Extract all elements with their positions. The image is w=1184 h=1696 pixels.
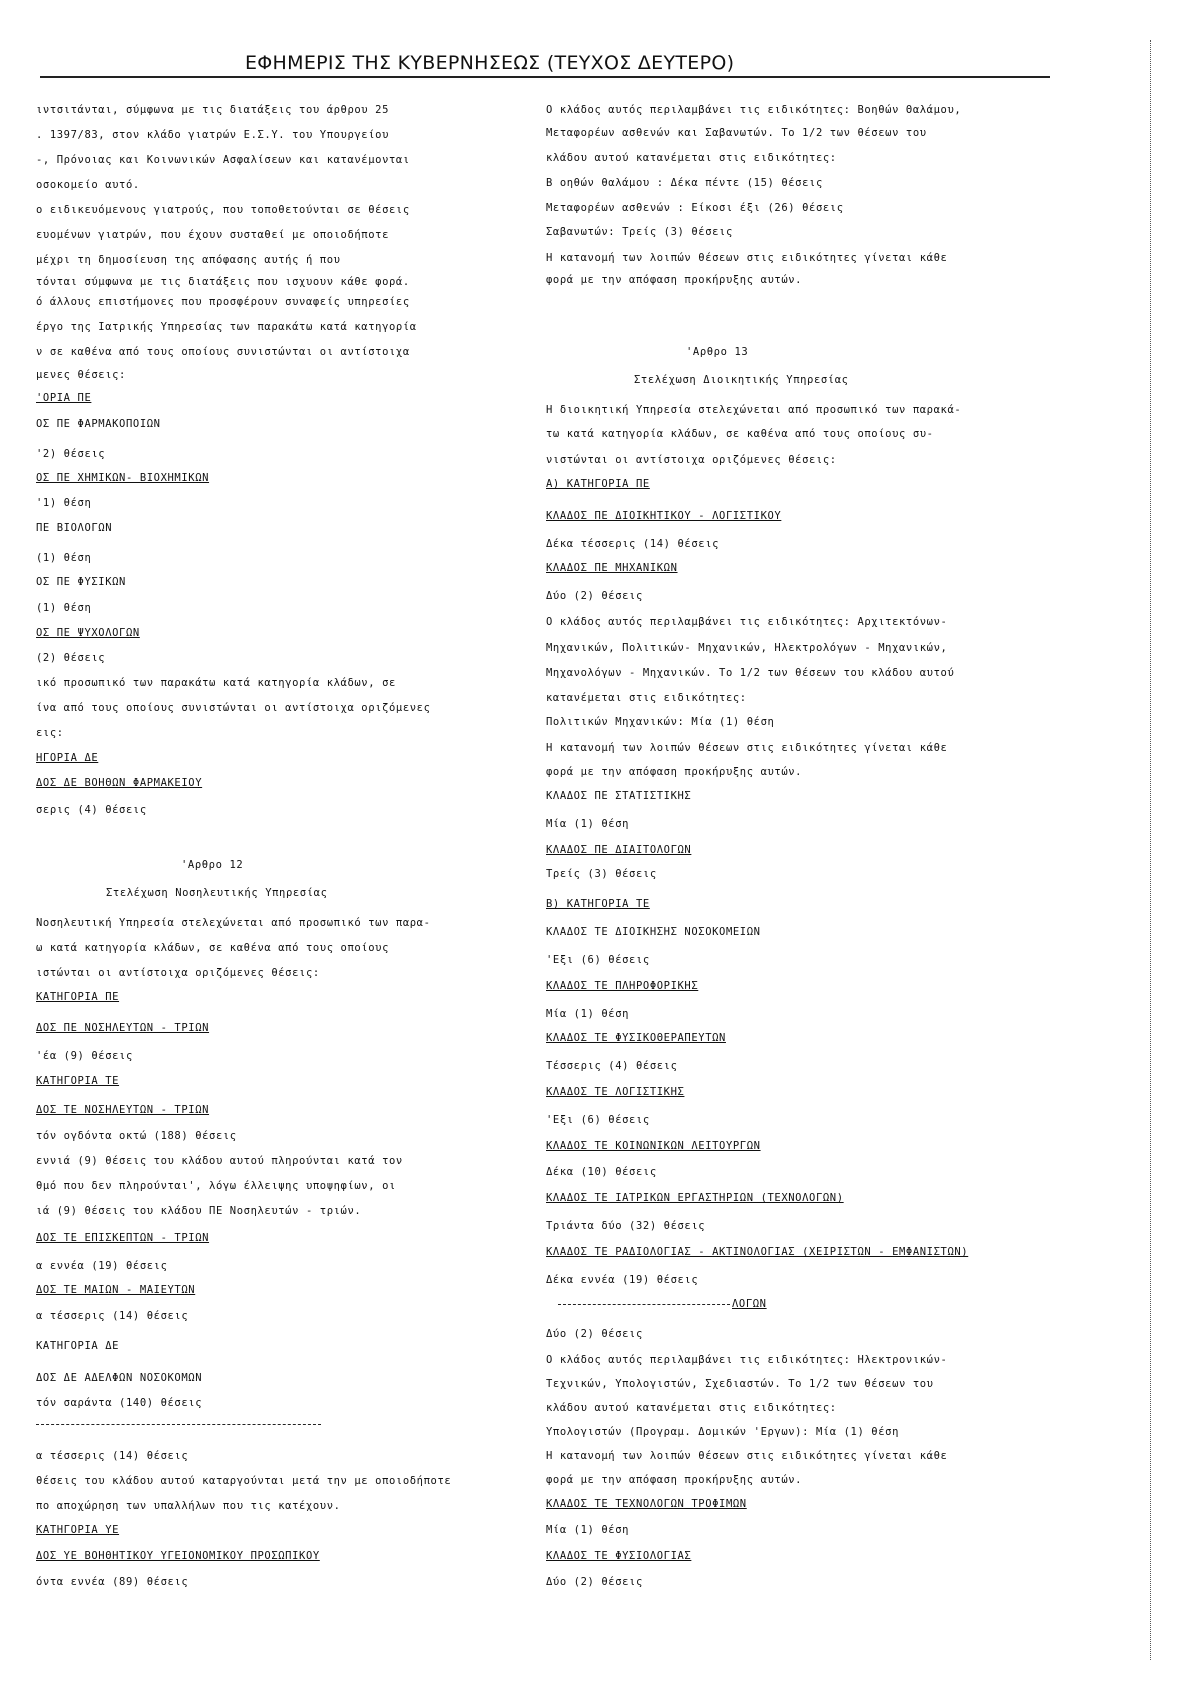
text-line: 'Εξι (6) θέσεις: [546, 954, 650, 966]
text-line: πο αποχώρηση των υπαλλήλων που τις κατέχουν.: [36, 1500, 341, 1512]
text-line: εις:: [36, 727, 64, 739]
text-line: κλάδου αυτού κατανέμεται στις ειδικότητες:: [546, 1402, 837, 1414]
text-line: τόν σαράντα (140) θέσεις: [36, 1397, 203, 1409]
text-line: ιστώνται οι αντίστοιχα οριζόμενες θέσεις:: [36, 967, 320, 979]
article-subheading: Στελέχωση Νοσηλευτικής Υπηρεσίας: [106, 887, 328, 899]
section-heading: ΛΟΓΩΝ: [732, 1298, 767, 1310]
section-heading: ΔΟΣ ΤΕ ΕΠΙΣΚΕΠΤΩΝ - ΤΡΙΩΝ: [36, 1232, 210, 1244]
text-line: κατανέμεται στις ειδικότητες:: [546, 692, 747, 704]
text-line: ΚΑΤΗΓΟΡΙΑ ΔΕ: [36, 1340, 120, 1352]
section-heading: ΗΓΟΡΙΑ ΔΕ: [36, 752, 99, 764]
text-line: Ο κλάδος αυτός περιλαμβάνει τις ειδικότητες: Αρχιτεκτόνων-: [546, 616, 948, 628]
section-heading: ΚΛΑΔΟΣ ΠΕ ΜΗΧΑΝΙΚΩΝ: [546, 562, 678, 574]
text-line: Νοσηλευτική Υπηρεσία στελεχώνεται από προσωπικό των παρα-: [36, 917, 431, 929]
section-heading: ΚΛΑΔΟΣ ΤΕ ΦΥΣΙΟΛΟΓΙΑΣ: [546, 1550, 692, 1562]
text-line: κλάδου αυτού κατανέμεται στις ειδικότητες:: [546, 152, 837, 164]
article-subheading: Στελέχωση Διοικητικής Υπηρεσίας: [634, 374, 849, 386]
text-line: ικό προσωπικό των παρακάτω κατά κατηγορία κλάδων, σε: [36, 677, 396, 689]
text-line: Τεχνικών, Υπολογιστών, Σχεδιαστών. Το 1/2 των θέσεων του: [546, 1378, 934, 1390]
text-line: Μία (1) θέση: [546, 1524, 630, 1536]
text-line: ο ειδικευόμενους γιατρούς, που τοποθετούνται σε θέσεις: [36, 204, 410, 216]
text-line: α τέσσερις (14) θέσεις: [36, 1450, 189, 1462]
text-line: '1) θέση: [36, 497, 92, 509]
section-heading: ΚΛΑΔΟΣ ΠΕ ΣΤΑΤΙΣΤΙΚΗΣ: [546, 790, 692, 802]
text-line: θμό που δεν πληρούνται', λόγω έλλειψης υποψηφίων, οι: [36, 1180, 396, 1192]
page-header: [245, 52, 1045, 74]
section-heading: ΚΛΑΔΟΣ ΤΕ ΤΕΧΝΟΛΟΓΩΝ ΤΡΟΦΙΜΩΝ: [546, 1498, 747, 1510]
text-line: Μεταφορέων ασθενών και Σαβανωτών. Το 1/2 των θέσεων του: [546, 127, 927, 139]
text-line: Μία (1) θέση: [546, 1008, 630, 1020]
section-heading: ΚΛΑΔΟΣ ΤΕ ΛΟΓΙΣΤΙΚΗΣ: [546, 1086, 685, 1098]
section-heading: ΔΟΣ ΤΕ ΜΑΙΩΝ - ΜΑΙΕΥΤΩΝ: [36, 1284, 196, 1296]
text-line: -, Πρόνοιας και Κοινωνικών Ασφαλίσεων και κατανέμονται: [36, 154, 410, 166]
text-line: Η κατανομή των λοιπών θέσεων στις ειδικότητες γίνεται κάθε: [546, 742, 948, 754]
text-line: εννιά (9) θέσεις του κλάδου αυτού πληρούνται κατά τον: [36, 1155, 403, 1167]
text-line: Δέκα (10) θέσεις: [546, 1166, 657, 1178]
section-heading: ΔΟΣ ΥΕ ΒΟΗΘΗΤΙΚΟΥ ΥΓΕΙΟΝΟΜΙΚΟΥ ΠΡΟΣΩΠΙΚΟΥ: [36, 1550, 320, 1562]
text-line: Υπολογιστών (Προγραμ. Δομικών 'Εργων): Μία (1) θέση: [546, 1426, 899, 1438]
section-heading: Β) ΚΑΤΗΓΟΡΙΑ ΤΕ: [546, 898, 650, 910]
text-line: ιντσιτάνται, σύμφωνα με τις διατάξεις του άρθρου 25: [36, 104, 389, 116]
text-line: '2) θέσεις: [36, 448, 106, 460]
text-line: . 1397/83, στον κλάδο γιατρών Ε.Σ.Υ. του Υπουργείου: [36, 129, 389, 141]
section-heading: ΚΛΑΔΟΣ ΤΕ ΚΟΙΝΩΝΙΚΩΝ ΛΕΙΤΟΥΡΓΩΝ: [546, 1140, 761, 1152]
section-heading: ΔΟΣ ΠΕ ΝΟΣΗΛΕΥΤΩΝ - ΤΡΙΩΝ: [36, 1022, 210, 1034]
text-line: ίνα από τους οποίους συνιστώνται οι αντίστοιχα οριζόμενες: [36, 702, 431, 714]
text-line: οσοκομείο αυτό.: [36, 179, 140, 191]
section-heading: ΔΟΣ ΤΕ ΝΟΣΗΛΕΥΤΩΝ - ΤΡΙΩΝ: [36, 1104, 210, 1116]
text-line: ό άλλους επιστήμονες που προσφέρουν συναφείς υπηρεσίες: [36, 296, 410, 308]
section-heading: Α) ΚΑΤΗΓΟΡΙΑ ΠΕ: [546, 478, 650, 490]
text-line: φορά με την απόφαση προκήρυξης αυτών.: [546, 1474, 803, 1486]
text-line: Σαβανωτών: Τρείς (3) θέσεις: [546, 226, 733, 238]
section-heading: ΟΣ ΠΕ ΨΥΧΟΛΟΓΩΝ: [36, 627, 140, 639]
dashed-separator: [36, 1424, 321, 1425]
text-line: α εννέα (19) θέσεις: [36, 1260, 168, 1272]
text-line: 'έα (9) θέσεις: [36, 1050, 133, 1062]
section-heading: ΟΣ ΠΕ ΧΗΜΙΚΩΝ- ΒΙΟΧΗΜΙΚΩΝ: [36, 472, 210, 484]
text-line: φορά με την απόφαση προκήρυξης αυτών.: [546, 274, 803, 286]
text-line: Δύο (2) θέσεις: [546, 1328, 643, 1340]
text-line: ΔΟΣ ΔΕ ΑΔΕΛΦΩΝ ΝΟΣΟΚΟΜΩΝ: [36, 1372, 203, 1384]
text-line: α τέσσερις (14) θέσεις: [36, 1310, 189, 1322]
text-line: ΠΕ ΒΙΟΛΟΓΩΝ: [36, 522, 113, 534]
article-heading: 'Αρθρο 12: [181, 859, 244, 871]
text-line: φορά με την απόφαση προκήρυξης αυτών.: [546, 766, 803, 778]
text-line: ευομένων γιατρών, που έχουν συσταθεί με οποιοδήποτε: [36, 229, 389, 241]
header-rule: [40, 76, 1050, 78]
text-line: Μηχανικών, Πολιτικών- Μηχανικών, Ηλεκτρολόγων - Μηχανικών,: [546, 642, 948, 654]
text-line: ν σε καθένα από τους οποίους συνιστώνται οι αντίστοιχα: [36, 346, 410, 358]
text-line: Η διοικητική Υπηρεσία στελεχώνεται από προσωπικό των παρακά-: [546, 404, 962, 416]
text-line: Η κατανομή των λοιπών θέσεων στις ειδικότητες γίνεται κάθε: [546, 252, 948, 264]
section-heading: ΚΛΑΔΟΣ ΤΕ ΦΥΣΙΚΟΘΕΡΑΠΕΥΤΩΝ: [546, 1032, 726, 1044]
text-line: ΟΣ ΠΕ ΦΥΣΙΚΩΝ: [36, 576, 126, 588]
text-line: νιστώνται οι αντίστοιχα οριζόμενες θέσεις:: [546, 454, 837, 466]
text-line: Δύο (2) θέσεις: [546, 590, 643, 602]
text-line: ιά (9) θέσεις του κλάδου ΠΕ Νοσηλευτών - τριών.: [36, 1205, 362, 1217]
text-line: Τρείς (3) θέσεις: [546, 868, 657, 880]
text-line: θέσεις του κλάδου αυτού καταργούνται μετά την με οποιοδήποτε: [36, 1475, 452, 1487]
section-heading: ΔΟΣ ΔΕ ΒΟΗΘΩΝ ΦΑΡΜΑΚΕΙΟΥ: [36, 777, 203, 789]
text-line: Β οηθών θαλάμου : Δέκα πέντε (15) θέσεις: [546, 177, 823, 189]
text-line: Τέσσερις (4) θέσεις: [546, 1060, 678, 1072]
article-heading: 'Αρθρο 13: [686, 346, 749, 358]
text-line: σερις (4) θέσεις: [36, 804, 147, 816]
text-line: ΟΣ ΠΕ ΦΑΡΜΑΚΟΠΟΙΩΝ: [36, 418, 161, 430]
text-line: όντα εννέα (89) θέσεις: [36, 1576, 189, 1588]
text-line: Η κατανομή των λοιπών θέσεων στις ειδικότητες γίνεται κάθε: [546, 1450, 948, 1462]
section-heading: ΚΛΑΔΟΣ ΤΕ ΠΛΗΡΟΦΟΡΙΚΗΣ: [546, 980, 699, 992]
text-line: τόν ογδόντα οκτώ (188) θέσεις: [36, 1130, 237, 1142]
section-heading: ΚΛΑΔΟΣ ΠΕ ΔΙΟΙΚΗΤΙΚΟΥ - ΛΟΓΙΣΤΙΚΟΥ: [546, 510, 782, 522]
text-line: μέχρι τη δημοσίευση της απόφασης αυτής ή που: [36, 254, 341, 266]
text-line: Μηχανολόγων - Μηχανικών. Το 1/2 των θέσεων του κλάδου αυτού: [546, 667, 955, 679]
text-line: Μεταφορέων ασθενών : Είκοσι έξι (26) θέσεις: [546, 202, 844, 214]
text-line: (2) θέσεις: [36, 652, 106, 664]
page-title: ΕΦΗΜΕΡΙΣ ΤΗΣ ΚΥΒΕΡΝΗΣΕΩΣ (ΤΕΥΧΟΣ ΔΕΥΤΕΡΟ): [245, 52, 735, 74]
text-line: ω κατά κατηγορία κλάδων, σε καθένα από τους οποίους: [36, 942, 389, 954]
section-heading: ΚΛΑΔΟΣ ΤΕ ΡΑΔΙΟΛΟΓΙΑΣ - ΑΚΤΙΝΟΛΟΓΙΑΣ (ΧΕΙΡΙΣΤΩΝ - ΕΜΦΑΝΙΣΤΩΝ): [546, 1246, 969, 1258]
section-heading: ΚΛΑΔΟΣ ΤΕ ΔΙΟΙΚΗΣΗΣ ΝΟΣΟΚΟΜΕΙΩΝ: [546, 926, 761, 938]
text-line: Δύο (2) θέσεις: [546, 1576, 643, 1588]
text-line: μενες θέσεις:: [36, 369, 126, 381]
section-heading: ΚΑΤΗΓΟΡΙΑ ΥΕ: [36, 1524, 120, 1536]
text-line: Τριάντα δύο (32) θέσεις: [546, 1220, 706, 1232]
section-heading: 'ΟΡΙΑ ΠΕ: [36, 392, 92, 404]
text-line: έργο της Ιατρικής Υπηρεσίας των παρακάτω κατά κατηγορία: [36, 321, 417, 333]
text-line: Δέκα εννέα (19) θέσεις: [546, 1274, 699, 1286]
text-line: τόνται σύμφωνα με τις διατάξεις που ισχυουν κάθε φορά.: [36, 276, 410, 288]
text-line: Δέκα τέσσερις (14) θέσεις: [546, 538, 720, 550]
text-line: 'Εξι (6) θέσεις: [546, 1114, 650, 1126]
text-line: (1) θέση: [36, 552, 92, 564]
text-line: Ο κλάδος αυτός περιλαμβάνει τις ειδικότητες: Βοηθών Θαλάμου,: [546, 104, 962, 116]
text-line: Πολιτικών Μηχανικών: Μία (1) θέση: [546, 716, 775, 728]
text-line: Ο κλάδος αυτός περιλαμβάνει τις ειδικότητες: Ηλεκτρονικών-: [546, 1354, 948, 1366]
dashed-separator: [558, 1304, 730, 1305]
text-line: τω κατά κατηγορία κλάδων, σε καθένα από τους οποίους συ-: [546, 428, 934, 440]
section-heading: ΚΛΑΔΟΣ ΤΕ ΙΑΤΡΙΚΩΝ ΕΡΓΑΣΤΗΡΙΩΝ (ΤΕΧΝΟΛΟΓΩΝ): [546, 1192, 844, 1204]
section-heading: ΚΑΤΗΓΟΡΙΑ ΤΕ: [36, 1075, 120, 1087]
scan-edge-line: [1150, 40, 1151, 1660]
text-line: (1) θέση: [36, 602, 92, 614]
section-heading: ΚΛΑΔΟΣ ΠΕ ΔΙΑΙΤΟΛΟΓΩΝ: [546, 844, 692, 856]
section-heading: ΚΑΤΗΓΟΡΙΑ ΠΕ: [36, 991, 120, 1003]
text-line: Μία (1) θέση: [546, 818, 630, 830]
